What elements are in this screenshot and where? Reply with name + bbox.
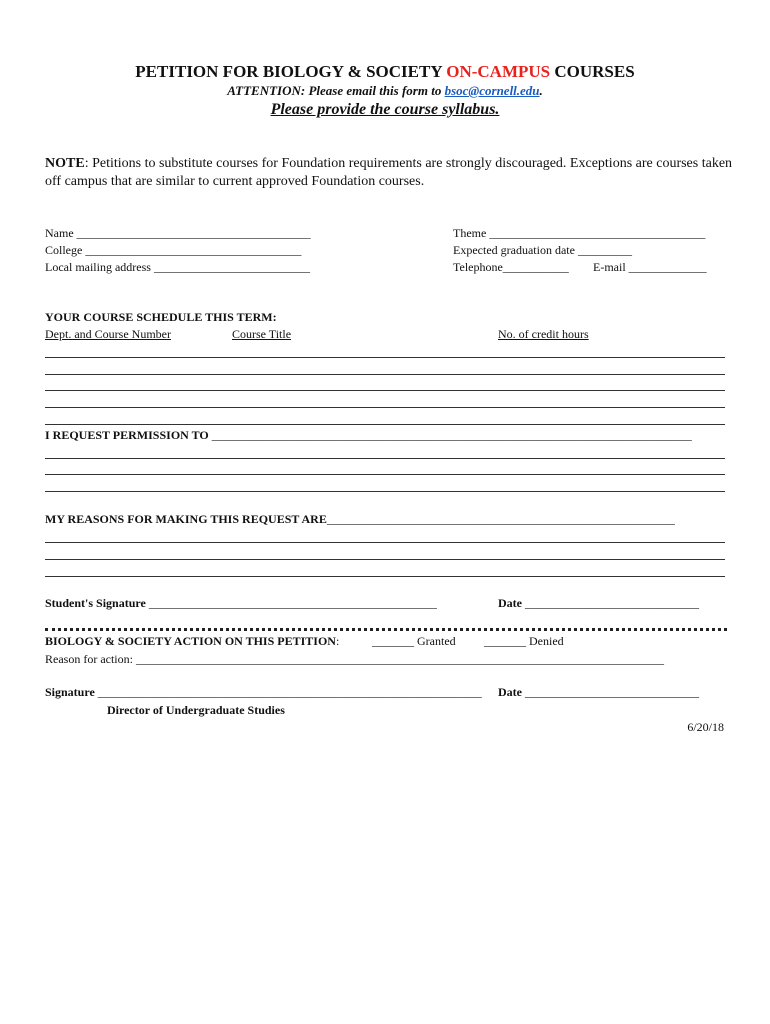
section-divider	[45, 628, 727, 631]
request-line[interactable]	[45, 491, 725, 492]
telephone-field[interactable]: Telephone___________	[453, 260, 569, 274]
schedule-line[interactable]	[45, 390, 725, 391]
director-signature-field[interactable]	[45, 685, 482, 700]
reasons-line: __________________________________________________________	[326, 512, 675, 526]
schedule-line[interactable]	[45, 407, 725, 408]
schedule-line[interactable]	[45, 374, 725, 375]
reasons-label: MY REASONS FOR MAKING THIS REQUEST ARE	[45, 512, 327, 526]
schedule-line[interactable]	[45, 357, 725, 358]
request-label: I REQUEST PERMISSION TO	[45, 428, 209, 442]
request-field[interactable]	[45, 428, 692, 443]
director-signature-label: Signature	[45, 685, 95, 699]
email-link[interactable]: bsoc@cornell.edu	[444, 83, 540, 98]
title-text-end: COURSES	[550, 62, 635, 81]
attention-text: ATTENTION: Please email this form to	[227, 83, 445, 98]
note-label: NOTE	[45, 156, 85, 171]
director-date-field[interactable]	[498, 685, 699, 700]
title-text: PETITION FOR BIOLOGY & SOCIETY	[135, 62, 447, 81]
granted-option[interactable]: _______ Granted	[372, 634, 456, 648]
director-date-line: _____________________________	[522, 685, 699, 699]
email-field[interactable]: E-mail _____________	[593, 260, 707, 274]
course-title-column: Course Title	[232, 327, 292, 341]
request-line[interactable]	[45, 458, 725, 459]
form-title	[0, 62, 770, 82]
reason-for-action-field[interactable]: Reason for action: ________________________________________________________________________________________	[45, 652, 664, 666]
action-label: BIOLOGY & SOCIETY ACTION ON THIS PETITION	[45, 634, 336, 648]
college-field[interactable]: College ____________________________________	[45, 243, 302, 257]
request-line[interactable]	[45, 474, 725, 475]
reasons-line[interactable]	[45, 576, 725, 577]
director-title: Director of Undergraduate Studies	[107, 703, 285, 717]
reasons-line[interactable]	[45, 542, 725, 543]
student-date-label: Date	[498, 596, 522, 610]
student-date-field[interactable]	[498, 596, 699, 611]
note-text: : Petitions to substitute courses for Foundation requirements are strongly discouraged. Exceptions are courses taken off campus that are similar to current approved Foundation courses.	[45, 156, 733, 189]
student-signature-line: ________________________________________________	[145, 596, 437, 610]
name-field[interactable]: Name _______________________________________	[45, 226, 311, 240]
theme-field[interactable]: Theme ____________________________________	[453, 226, 706, 240]
title-highlight: ON-CAMPUS	[446, 62, 551, 81]
schedule-line[interactable]	[45, 424, 725, 425]
schedule-heading: YOUR COURSE SCHEDULE THIS TERM:	[45, 310, 277, 324]
attention-line	[0, 83, 770, 99]
student-signature-label: Student's Signature	[45, 596, 146, 610]
student-signature-field[interactable]	[45, 596, 437, 611]
denied-option[interactable]: _______ Denied	[484, 634, 564, 648]
mailing-address-field[interactable]: Local mailing address __________________________	[45, 260, 310, 274]
action-colon: :	[335, 634, 340, 648]
reasons-field[interactable]	[45, 512, 675, 527]
director-signature-line: ________________________________________________________________	[94, 685, 482, 699]
note-paragraph	[45, 155, 735, 191]
student-date-line: _____________________________	[522, 596, 699, 610]
director-date-label: Date	[498, 685, 522, 699]
credit-hours-column: No. of credit hours	[498, 327, 589, 341]
dept-course-column: Dept. and Course Number	[45, 327, 171, 341]
syllabus-notice: Please provide the course syllabus.	[270, 101, 500, 118]
attention-period: .	[539, 83, 543, 98]
reasons-line[interactable]	[45, 559, 725, 560]
graduation-date-field[interactable]: Expected graduation date _________	[453, 243, 632, 257]
request-line: ________________________________________________________________________________	[208, 428, 692, 442]
action-heading	[45, 634, 339, 649]
revision-date: 6/20/18	[687, 720, 724, 734]
